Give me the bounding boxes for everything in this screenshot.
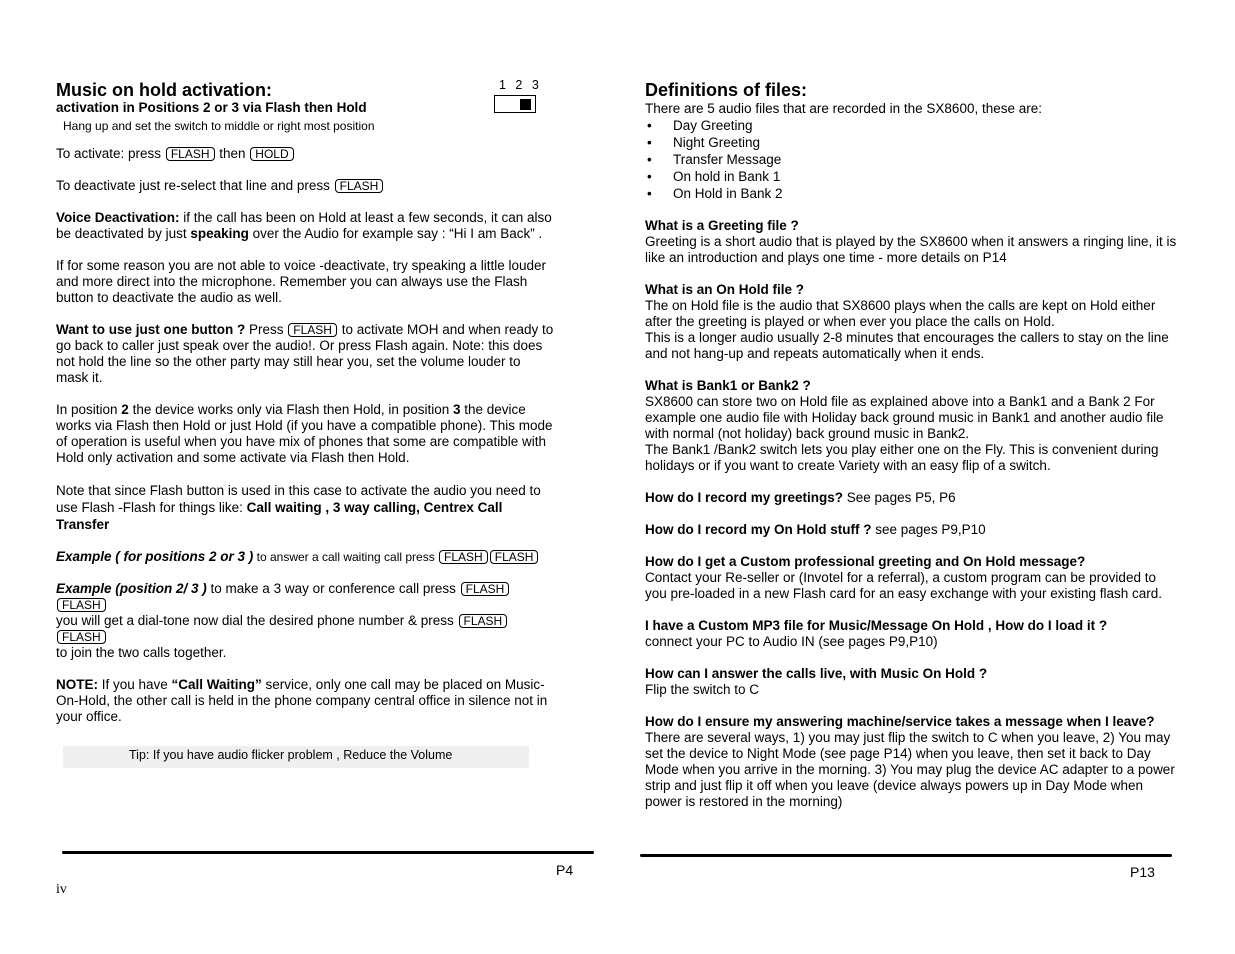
question-live: How can I answer the calls live, with Music On Hold ? bbox=[645, 666, 988, 681]
answer-bank-1: SX8600 can store two on Hold file as explained above into a Bank1 and a Bank 2 For example one audio file with Holiday back ground music in Bank1 and another audio file with normal (not holiday) back ground music in Bank2. bbox=[645, 394, 1164, 441]
activate-line: To activate: press FLASH then HOLD bbox=[56, 146, 556, 162]
flash-key: FLASH bbox=[490, 550, 539, 564]
hold-key: HOLD bbox=[250, 147, 293, 161]
flash-key: FLASH bbox=[288, 323, 337, 337]
answer-onhold-1: The on Hold file is the audio that SX8600 plays when the calls are kept on Hold either after the greeting is played or when ever you place the calls on Hold. bbox=[645, 298, 1156, 329]
switch-position-labels: 1 2 3 bbox=[499, 78, 542, 92]
right-page bbox=[645, 80, 1180, 810]
voice-deactivation: Voice Deactivation: if the call has been on Hold at least a few seconds, it can also be deactivated by just speaking over the Audio for example say : “Hi I am Back” . bbox=[56, 210, 552, 241]
question-answering-machine: How do I ensure my answering machine/service takes a message when I leave? bbox=[645, 714, 1155, 729]
example-call-waiting: Example ( for positions 2 or 3 ) to answer a call waiting call press FLASH FLASH bbox=[56, 549, 556, 565]
answer-onhold-2: This is a longer audio usually 2-8 minutes that encourages the callers to stay on the line and not hang-up and repeats automatically when it ends. bbox=[645, 330, 1169, 361]
one-button-paragraph: Want to use just one button ? Press FLASH to activate MOH and when ready to go back to caller just speak over the audio!. Or press Flash again. Note: this does not hold the line so the other party may still hear you, set the volume louder to mask it. bbox=[56, 322, 554, 385]
louder-paragraph: If for some reason you are not able to voice -deactivate, try speaking a little louder and more direct into the microphone. Remember you can always use the Flash button to deactivate the audio as well. bbox=[56, 258, 547, 305]
switch-knob bbox=[520, 99, 531, 110]
roman-page-number: iv bbox=[56, 882, 67, 897]
flash-key: FLASH bbox=[166, 147, 215, 161]
flash-key: FLASH bbox=[335, 179, 384, 193]
answer-live: Flip the switch to C bbox=[645, 682, 760, 697]
question-record-greetings: How do I record my greetings? See pages P5, P6 bbox=[645, 490, 956, 505]
right-page-number: P13 bbox=[1130, 864, 1155, 880]
definitions-title: Definitions of files: bbox=[645, 80, 807, 100]
tip-box: Tip: If you have audio flicker problem , Reduce the Volume bbox=[63, 746, 529, 768]
answer-custom-greeting: Contact your Re-seller or (Invotel for a referral), a custom program can be provided to you pre-loaded in a new Flash card for an easy exchange with your existing flash card. bbox=[645, 570, 1163, 601]
left-footer-rule bbox=[62, 851, 594, 854]
list-item: • On Hold in Bank 2 bbox=[645, 185, 1180, 202]
right-footer-rule bbox=[640, 854, 1172, 857]
question-custom-greeting: How do I get a Custom professional greeting and On Hold message? bbox=[645, 554, 1086, 569]
answer-greeting: Greeting is a short audio that is played by the SX8600 when it answers a ringing line, it is like an introduction and plays one time - more details on P14 bbox=[645, 234, 1177, 265]
question-bank: What is Bank1 or Bank2 ? bbox=[645, 378, 811, 393]
list-item: • On hold in Bank 1 bbox=[645, 168, 1180, 185]
position-paragraph: In position 2 the device works only via Flash then Hold, in position 3 the device works via Flash then Hold or just Hold (if you have a compatible phone). This mode of operation is useful when you have mix of phones that some are compatible with Hold only activation and some activate via Flash then Hold. bbox=[56, 402, 553, 465]
list-item: • Day Greeting bbox=[645, 117, 1180, 134]
flash-note-paragraph: Note that since Flash button is used in this case to activate the audio you need to use Flash -Flash for things like: Call waiting , 3 way calling, Centrex Call Transfer bbox=[56, 483, 541, 532]
answer-mp3: connect your PC to Audio IN (see pages P9,P10) bbox=[645, 634, 938, 649]
question-record-onhold: How do I record my On Hold stuff ? see pages P9,P10 bbox=[645, 522, 986, 537]
left-page bbox=[56, 80, 556, 725]
answer-answering-machine: There are several ways, 1) you may just flip the switch to C when you leave, 2) You may set the device to Night Mode (see page P14) when you leave, then set it back to Day Mode when you arrive in the morning. 3) You may plug the device AC adapter to a power strip and just flip it off when you leave (device always powers up in Day Mode when power is restored in the morning) bbox=[645, 730, 1175, 809]
answer-bank-2: The Bank1 /Bank2 switch lets you play either one on the Fly. This is convenient during holidays or if you want to create Variety with an easy flip of a switch. bbox=[645, 442, 1159, 473]
hangup-instruction: Hang up and set the switch to middle or right most position bbox=[63, 119, 375, 133]
question-onhold: What is an On Hold file ? bbox=[645, 282, 805, 297]
list-item: • Night Greeting bbox=[645, 134, 1180, 151]
call-waiting-note: NOTE: If you have “Call Waiting” service, only one call may be placed on Music-On-Hold, the other call is held in the phone company central office in silence not in your office. bbox=[56, 677, 548, 724]
flash-key: FLASH bbox=[57, 598, 106, 612]
example-conference: Example (position 2/ 3 ) to make a 3 way or conference call press FLASHFLASH you will get a dial-tone now dial the desired phone number & press FLASHFLASH to join the two calls together. bbox=[56, 581, 556, 661]
definitions-intro: There are 5 audio files that are recorded in the SX8600, these are: bbox=[645, 101, 1042, 116]
flash-key: FLASH bbox=[57, 630, 106, 644]
position-switch bbox=[494, 78, 542, 113]
file-list bbox=[645, 117, 1180, 202]
list-item: • Transfer Message bbox=[645, 151, 1180, 168]
deactivate-line: To deactivate just re-select that line and press FLASH bbox=[56, 178, 556, 194]
moh-title: Music on hold activation: bbox=[56, 80, 273, 100]
switch-body bbox=[494, 95, 536, 113]
moh-subtitle: activation in Positions 2 or 3 via Flash then Hold bbox=[56, 100, 367, 115]
flash-key: FLASH bbox=[461, 582, 510, 596]
question-mp3: I have a Custom MP3 file for Music/Message On Hold , How do I load it ? bbox=[645, 618, 1108, 633]
flash-key: FLASH bbox=[439, 550, 488, 564]
question-greeting: What is a Greeting file ? bbox=[645, 218, 799, 233]
left-page-number: P4 bbox=[556, 862, 574, 878]
flash-key: FLASH bbox=[459, 614, 508, 628]
